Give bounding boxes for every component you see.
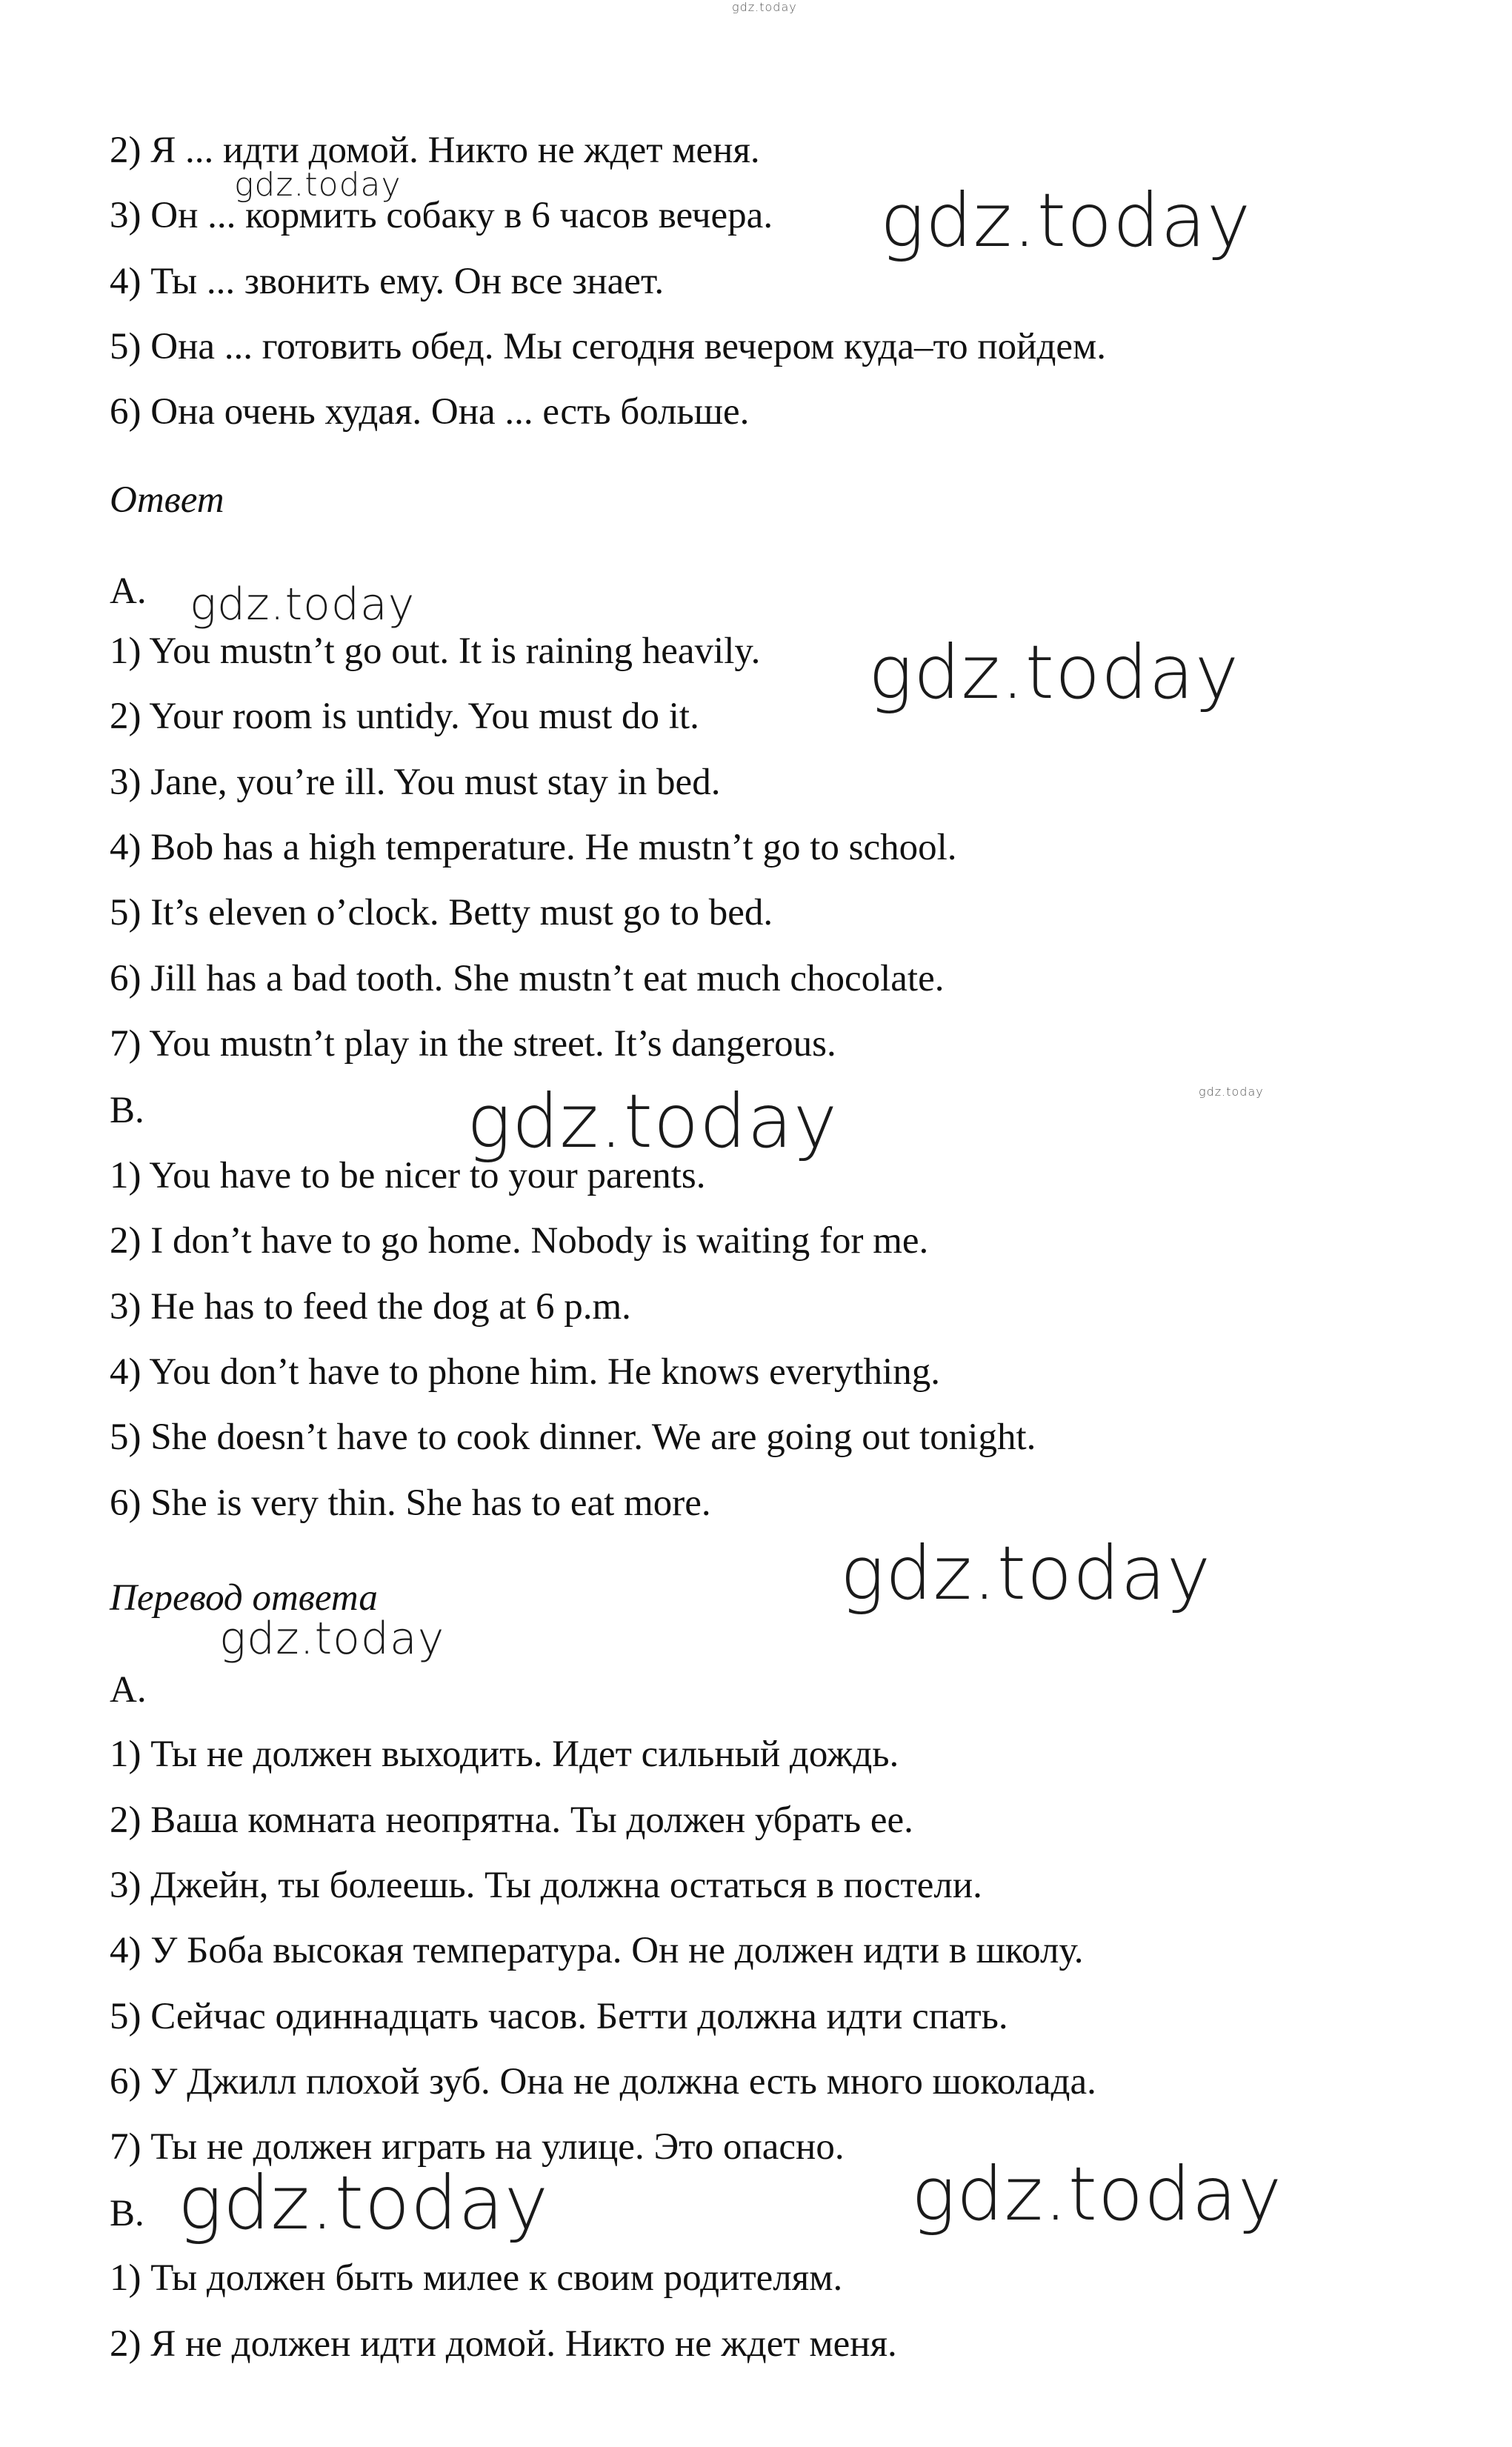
- exercise-line: 2) Я ... идти домой. Никто не ждет меня.: [110, 130, 760, 171]
- translation-line: 2) Я не должен идти домой. Никто не ждет меня.: [110, 2323, 897, 2365]
- exercise-line: 5) Она ... готовить обед. Мы сегодня вечером куда–то пойдем.: [110, 326, 1107, 367]
- translation-line: 5) Сейчас одиннадцать часов. Бетти должна идти спать.: [110, 1996, 1008, 2037]
- translation-heading: Перевод ответа: [110, 1577, 378, 1619]
- translation-section-b-label: B.: [110, 2193, 144, 2234]
- watermark: gdz.today: [234, 166, 402, 204]
- watermark: gdz.today: [190, 579, 416, 630]
- watermark: gdz.today: [840, 1530, 1212, 1617]
- answer-line: 5) She doesn’t have to cook dinner. We are going out tonight.: [110, 1416, 1036, 1458]
- translation-line: 1) Ты должен быть милее к своим родителям.: [110, 2257, 843, 2299]
- answer-line: 4) Bob has a high temperature. He mustn’t go to school.: [110, 827, 957, 868]
- answer-heading: Ответ: [110, 479, 224, 521]
- translation-line: 4) У Боба высокая температура. Он не должен идти в школу.: [110, 1930, 1084, 1971]
- exercise-line: 3) Он ... кормить собаку в 6 часов вечера.: [110, 195, 773, 236]
- watermark: gdz.today: [178, 2160, 550, 2246]
- translation-section-a-label: A.: [110, 1669, 147, 1711]
- answer-line: 1) You have to be nicer to your parents.: [110, 1155, 706, 1196]
- watermark: gdz.today: [868, 629, 1240, 716]
- answer-line: 5) It’s eleven o’clock. Betty must go to bed.: [110, 892, 773, 933]
- translation-line: 3) Джейн, ты болеешь. Ты должна остаться в постели.: [110, 1865, 982, 1906]
- answer-line: 6) Jill has a bad tooth. She mustn’t eat much chocolate.: [110, 958, 945, 999]
- answer-line: 7) You mustn’t play in the street. It’s dangerous.: [110, 1023, 836, 1065]
- answer-line: 4) You don’t have to phone him. He knows everything.: [110, 1351, 940, 1393]
- answer-line: 1) You mustn’t go out. It is raining heavily.: [110, 630, 761, 672]
- translation-line: 2) Ваша комната неопрятна. Ты должен убрать ее.: [110, 1800, 913, 1841]
- watermark: gdz.today: [880, 177, 1252, 264]
- answer-section-b-label: B.: [110, 1090, 144, 1131]
- answer-section-a-label: A.: [110, 570, 147, 612]
- watermark: gdz.today: [1199, 1085, 1264, 1099]
- watermark: gdz.today: [467, 1078, 839, 1165]
- watermark: gdz.today: [911, 2151, 1283, 2237]
- translation-line: 1) Ты не должен выходить. Идет сильный дождь.: [110, 1734, 899, 1775]
- answer-line: 2) Your room is untidy. You must do it.: [110, 696, 699, 737]
- watermark: gdz.today: [219, 1613, 445, 1665]
- watermark: gdz.today: [732, 0, 797, 14]
- answer-line: 3) He has to feed the dog at 6 p.m.: [110, 1286, 631, 1328]
- translation-line: 6) У Джилл плохой зуб. Она не должна есть много шоколада.: [110, 2061, 1096, 2103]
- answer-line: 2) I don’t have to go home. Nobody is waiting for me.: [110, 1220, 929, 1262]
- translation-line: 7) Ты не должен играть на улице. Это опасно.: [110, 2126, 845, 2168]
- exercise-line: 6) Она очень худая. Она ... есть больше.: [110, 391, 750, 433]
- answer-line: 6) She is very thin. She has to eat more.: [110, 1482, 711, 1524]
- exercise-line: 4) Ты ... звонить ему. Он все знает.: [110, 261, 665, 302]
- answer-line: 3) Jane, you’re ill. You must stay in bed.: [110, 762, 721, 803]
